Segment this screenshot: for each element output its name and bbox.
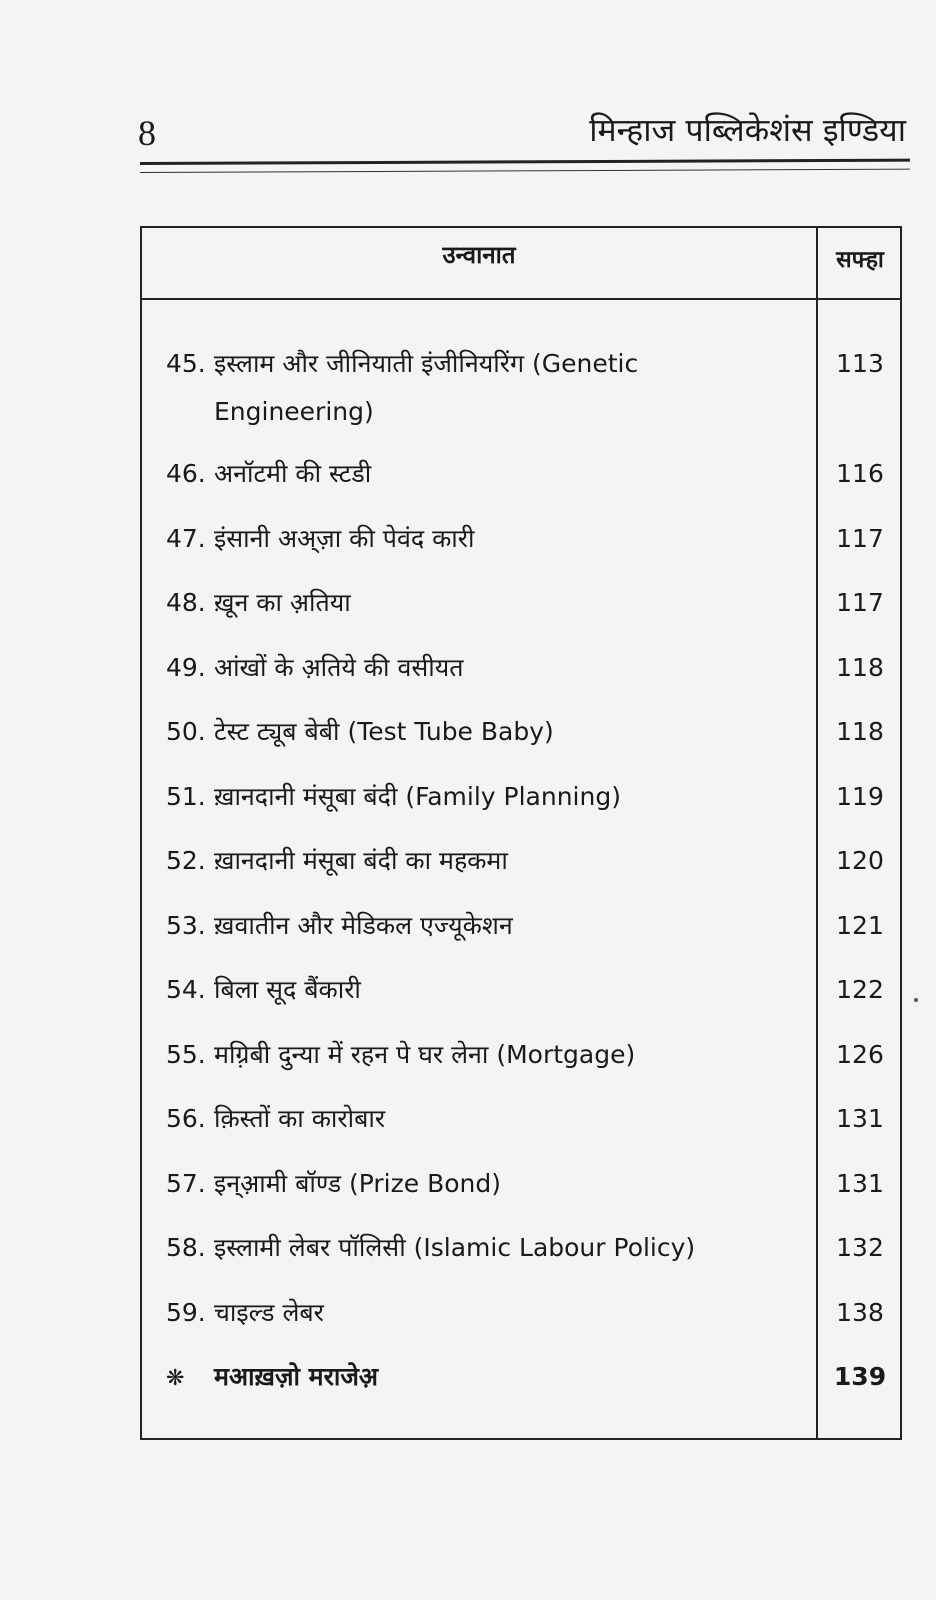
toc-entry-page: 118 bbox=[836, 652, 884, 682]
toc-entry-page: 120 bbox=[836, 846, 884, 875]
toc-entry-page: 117 bbox=[836, 523, 884, 553]
toc-entry-title: टेस्ट ट्यूब बेबी (Test Tube Baby) bbox=[214, 717, 554, 746]
toc-entry bbox=[142, 708, 900, 773]
toc-entry bbox=[142, 515, 900, 580]
toc-entry-text bbox=[166, 1224, 806, 1272]
toc-entry-title: ख़ानदानी मंसूबा बंदी (Family Planning) bbox=[214, 781, 621, 811]
toc-entry-page: 118 bbox=[836, 717, 884, 746]
toc-entry bbox=[142, 1224, 900, 1289]
toc-entry-title: ख़वातीन और मेडिकल एज्यूकेशन bbox=[214, 910, 513, 940]
toc-entry-title: ख़ानदानी मंसूबा बंदी का महकमा bbox=[214, 846, 508, 875]
toc-entry-text bbox=[166, 902, 806, 950]
star-icon: ❋ bbox=[166, 1366, 185, 1391]
toc-entry bbox=[142, 837, 900, 902]
toc-entry-number: 52. bbox=[166, 846, 206, 875]
toc-entry-text bbox=[166, 773, 806, 821]
toc-entry bbox=[142, 1160, 900, 1225]
column-header-title: उन्वानात bbox=[442, 241, 516, 269]
toc-entry-text bbox=[166, 1289, 806, 1337]
toc-entry-title: इस्लाम और जीनियाती इंजीनियरिंग (Genetic Engineering) bbox=[214, 349, 639, 426]
toc-entry-text bbox=[166, 579, 806, 627]
toc-entry bbox=[142, 644, 900, 709]
toc-entry-title: इंसानी अअ्ज़ा की पेवंद कारी bbox=[214, 523, 475, 553]
toc-entry-title: मआख़ज़ो मराजेअ़ bbox=[214, 1362, 378, 1391]
toc-entry-references bbox=[142, 1353, 900, 1418]
toc-entry-title: इस्लामी लेबर पॉलिसी (Islamic Labour Policy) bbox=[214, 1233, 696, 1262]
toc-entry-title: आंखों के अ़तिये की वसीयत bbox=[214, 652, 464, 682]
toc-entry-number: 59. bbox=[166, 1297, 206, 1327]
toc-entry-number: 54. bbox=[166, 975, 206, 1004]
toc-entry-page: 119 bbox=[836, 781, 884, 811]
toc-entry-title: चाइल्ड लेबर bbox=[214, 1297, 324, 1327]
toc-entry bbox=[142, 450, 900, 515]
column-header-page: सफ्हा bbox=[836, 247, 884, 273]
toc-entry-number: 50. bbox=[166, 717, 206, 746]
toc-entry-text bbox=[166, 515, 806, 563]
toc-entry-text bbox=[166, 1095, 806, 1143]
toc-entry bbox=[142, 340, 900, 450]
header-rule-thin bbox=[140, 169, 910, 173]
toc-entry-number: 58. bbox=[166, 1233, 206, 1262]
table-header-row bbox=[142, 228, 900, 300]
toc-entry-text bbox=[166, 450, 806, 498]
toc-entry-text bbox=[166, 837, 806, 885]
toc-entry bbox=[142, 773, 900, 838]
toc-entry-number: 55. bbox=[166, 1039, 206, 1069]
toc-entry-text bbox=[166, 1031, 806, 1079]
toc-entry-text bbox=[166, 340, 806, 436]
toc-entry-title: अनॉटमी की स्टडी bbox=[214, 459, 372, 488]
toc-entry-title: इन्आ़मी बॉण्ड (Prize Bond) bbox=[214, 1168, 501, 1198]
toc-entry bbox=[142, 902, 900, 967]
toc-entry-number: 47. bbox=[166, 523, 206, 553]
toc-entry-text bbox=[166, 1353, 806, 1403]
toc-entry bbox=[142, 579, 900, 644]
toc-entry bbox=[142, 966, 900, 1031]
toc-entry-page: 113 bbox=[836, 349, 884, 378]
toc-entry-page: 139 bbox=[833, 1362, 887, 1391]
toc-entry-number: 56. bbox=[166, 1104, 206, 1133]
header-rule-thick bbox=[140, 159, 910, 165]
toc-table bbox=[140, 226, 902, 1440]
toc-entry-title: बिला सूद बैंकारी bbox=[214, 975, 361, 1004]
toc-entry-number: 51. bbox=[166, 781, 206, 811]
toc-entry-page: 116 bbox=[836, 459, 884, 488]
toc-entry-number: 48. bbox=[166, 588, 206, 617]
page-number: 8 bbox=[138, 113, 156, 153]
toc-entry-page: 122 bbox=[836, 975, 884, 1004]
toc-entry-page: 138 bbox=[836, 1297, 884, 1327]
toc-entry-text bbox=[166, 644, 806, 692]
toc-entry-title: क़िस्तों का कारोबार bbox=[214, 1104, 386, 1133]
toc-entry bbox=[142, 1031, 900, 1096]
toc-entry-page: 117 bbox=[836, 588, 884, 617]
toc-entry-number: 45. bbox=[166, 349, 206, 378]
toc-entry-number: 53. bbox=[166, 910, 206, 940]
toc-entry-title: मग़्रिबी दुन्या में रहन पे घर लेना (Mortgage) bbox=[214, 1039, 636, 1069]
toc-entry-page: 131 bbox=[836, 1104, 884, 1133]
toc-entry-text bbox=[166, 1160, 806, 1208]
toc-entry-page: 126 bbox=[836, 1039, 884, 1069]
toc-entry-text bbox=[166, 966, 806, 1014]
toc-entry-page: 132 bbox=[836, 1233, 884, 1262]
toc-entry-title: ख़ून का अ़तिया bbox=[214, 588, 351, 617]
toc-entry bbox=[142, 1289, 900, 1354]
toc-entry-page: 121 bbox=[836, 910, 884, 940]
toc-entry-number: 46. bbox=[166, 459, 206, 488]
ink-dot bbox=[914, 998, 918, 1002]
toc-entries bbox=[142, 340, 900, 1418]
toc-entry-page: 131 bbox=[836, 1168, 884, 1198]
toc-entry-text bbox=[166, 708, 806, 756]
toc-entry bbox=[142, 1095, 900, 1160]
running-head: मिन्हाज पब्लिकेशंस इण्डिया bbox=[589, 111, 906, 149]
toc-entry-number: 49. bbox=[166, 652, 206, 682]
toc-entry-number: 57. bbox=[166, 1168, 206, 1198]
